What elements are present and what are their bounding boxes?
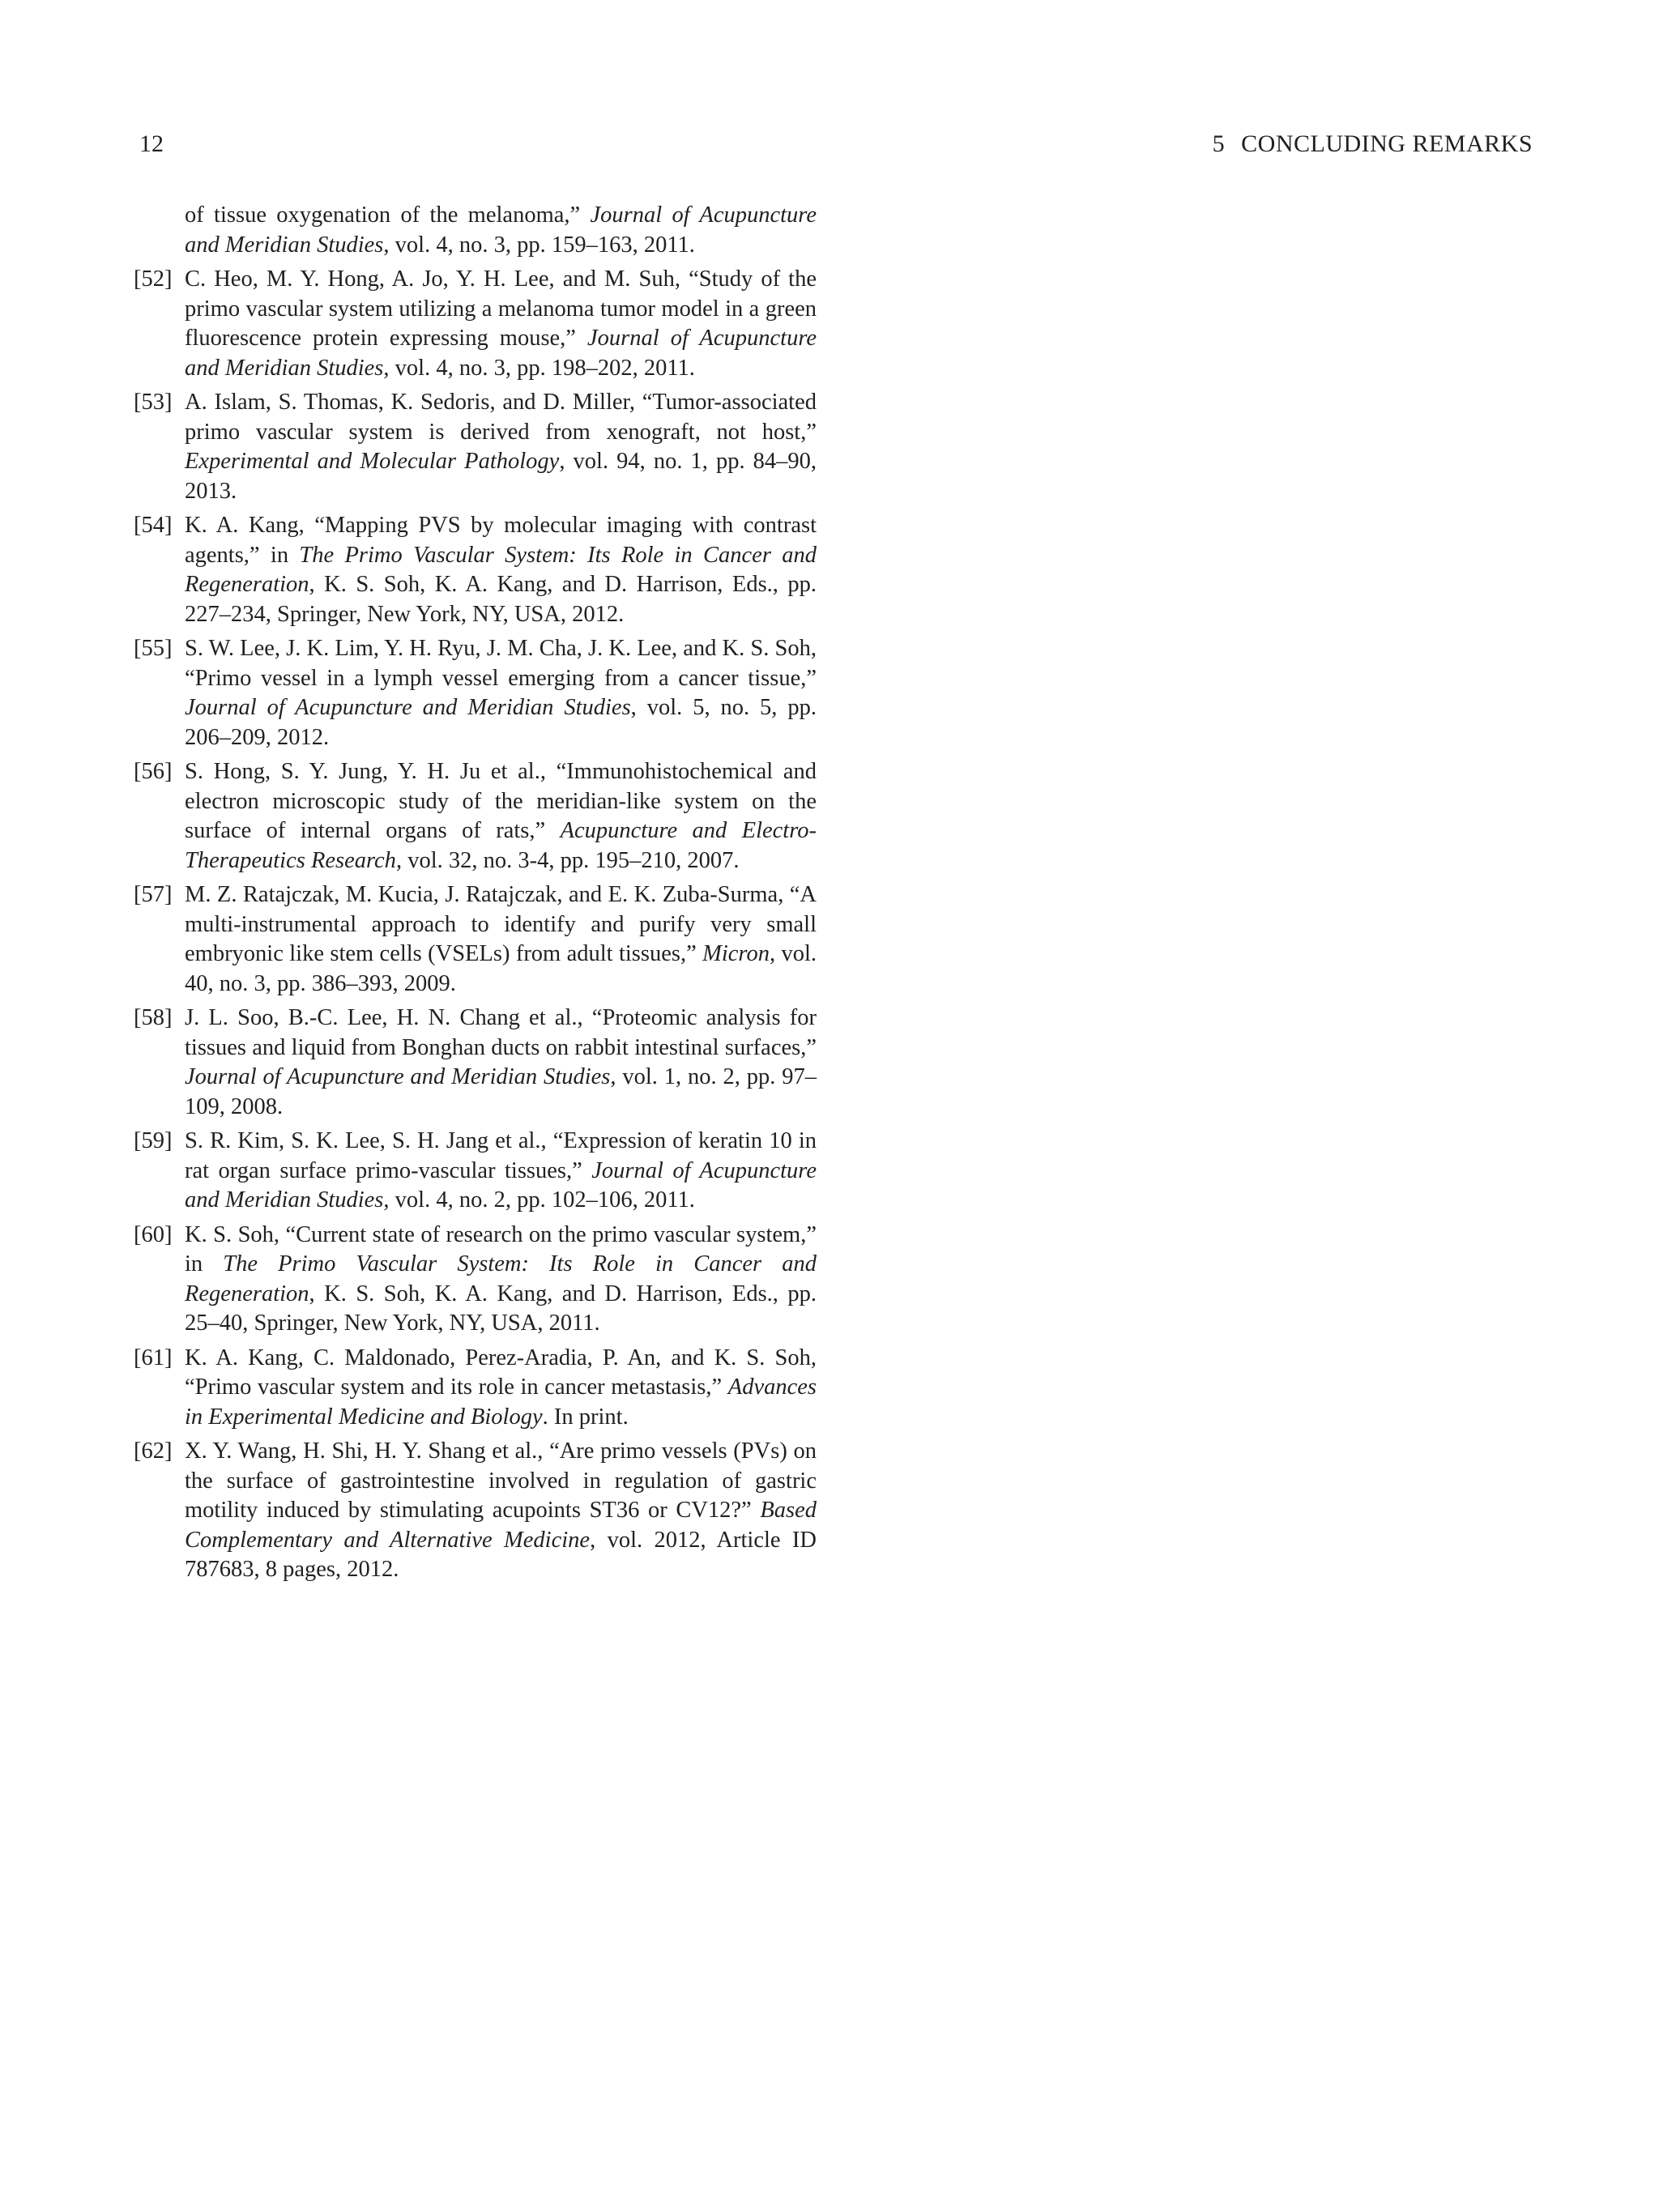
- reference-source-title: Based Complementary and Alternative Medicine: [185, 1498, 817, 1553]
- reference-label: [54]: [134, 513, 173, 538]
- reference-text-segment: of tissue oxygenation of the melanoma,”: [185, 202, 591, 228]
- reference-text-segment: , vol. 2012, Article ID 787683, 8 pages, 2012.: [185, 1527, 817, 1582]
- running-head: [1213, 128, 1533, 160]
- reference-text-segment: S. W. Lee, J. K. Lim, Y. H. Ryu, J. M. Cha, J. K. Lee, and K. S. Soh, “Primo vessel in a lymph vessel emerging from a cancer tissue,”: [185, 636, 817, 691]
- reference-continuation: [134, 201, 817, 260]
- reference-entry: [134, 388, 817, 506]
- reference-text-segment: , K. S. Soh, K. A. Kang, and D. Harrison, Eds., pp. 227–234, Springer, New York, NY, USA, 2012.: [185, 572, 817, 627]
- section-number: 5: [1212, 130, 1226, 157]
- reference-label: [58]: [134, 1005, 173, 1030]
- reference-entry: [134, 757, 817, 876]
- reference-text: [185, 1004, 817, 1122]
- reference-entry: [134, 1004, 817, 1122]
- reference-text-segment: S. Hong, S. Y. Jung, Y. H. Ju et al., “Immunohistochemical and electron microscopic study of the meridian-like system on the surface of internal organs of rats,”: [185, 759, 817, 843]
- reference-list: [134, 201, 817, 1590]
- reference-label: [62]: [134, 1438, 173, 1464]
- reference-source-title: Journal of Acupuncture and Meridian Studies: [185, 695, 631, 720]
- reference-text-segment: , vol. 4, no. 3, pp. 159–163, 2011.: [383, 232, 695, 258]
- reference-text-segment: , vol. 4, no. 3, pp. 198–202, 2011.: [383, 355, 695, 381]
- reference-label: [56]: [134, 759, 173, 784]
- reference-source-title: Journal of Acupuncture and Meridian Studies: [185, 1064, 611, 1089]
- reference-text: [185, 511, 817, 629]
- reference-text-segment: , K. S. Soh, K. A. Kang, and D. Harrison, Eds., pp. 25–40, Springer, New York, NY, USA, 2011.: [185, 1281, 817, 1336]
- reference-source-title: The Primo Vascular System: Its Role in Cancer and Regeneration: [185, 1251, 817, 1306]
- reference-text-segment: J. L. Soo, B.-C. Lee, H. N. Chang et al., “Proteomic analysis for tissues and liquid from Bonghan ducts on rabbit intestinal surfaces,”: [185, 1005, 817, 1060]
- reference-text: [185, 880, 817, 999]
- reference-text: [185, 1127, 817, 1216]
- reference-source-title: Micron: [702, 941, 770, 966]
- reference-source-title: Journal of Acupuncture and Meridian Studies: [185, 326, 817, 381]
- reference-text: [185, 1344, 817, 1433]
- reference-text-segment: S. R. Kim, S. K. Lee, S. H. Jang et al., “Expression of keratin 10 in rat organ surface primo-vascular tissues,”: [185, 1128, 817, 1183]
- reference-entry: [134, 1221, 817, 1339]
- reference-entry: [134, 265, 817, 383]
- reference-text-segment: K. A. Kang, “Mapping PVS by molecular imaging with contrast agents,” in: [185, 513, 817, 568]
- reference-label: [55]: [134, 636, 173, 661]
- reference-label: [53]: [134, 390, 173, 415]
- reference-label: [61]: [134, 1345, 173, 1370]
- reference-text-segment: , vol. 5, no. 5, pp. 206–209, 2012.: [185, 695, 817, 750]
- section-title: CONCLUDING REMARKS: [1241, 130, 1533, 157]
- reference-source-title: Advances in Experimental Medicine and Biology: [185, 1375, 817, 1430]
- page-number: 12: [139, 130, 164, 157]
- reference-entry: [134, 1437, 817, 1585]
- reference-text-segment: X. Y. Wang, H. Shi, H. Y. Shang et al., “Are primo vessels (PVs) on the surface of gastrointestine involved in regulation of gastric motility induced by stimulating acupoints ST36 or CV12?”: [185, 1438, 817, 1523]
- reference-source-title: The Primo Vascular System: Its Role in Cancer and Regeneration: [185, 542, 817, 597]
- reference-text-segment: , vol. 4, no. 2, pp. 102–106, 2011.: [383, 1187, 695, 1213]
- reference-label: [52]: [134, 266, 173, 292]
- reference-label: [60]: [134, 1221, 173, 1247]
- reference-text: [185, 1221, 817, 1339]
- reference-label: [57]: [134, 882, 173, 907]
- reference-entry: [134, 880, 817, 999]
- reference-text: [185, 388, 817, 506]
- reference-text: [185, 634, 817, 752]
- reference-text: [185, 265, 817, 383]
- reference-text-segment: M. Z. Ratajczak, M. Kucia, J. Ratajczak, and E. K. Zuba-Surma, “A multi-instrumental approach to identify and purify very small embryonic like stem cells (VSELs) from adult tissues,”: [185, 882, 817, 966]
- reference-text-segment: , vol. 1, no. 2, pp. 97–109, 2008.: [185, 1064, 817, 1119]
- reference-text-segment: , vol. 94, no. 1, pp. 84–90, 2013.: [185, 449, 817, 504]
- reference-text-segment: , vol. 40, no. 3, pp. 386–393, 2009.: [185, 941, 817, 996]
- reference-entry: [134, 634, 817, 752]
- reference-source-title: Acupuncture and Electro-Therapeutics Research: [185, 818, 817, 873]
- reference-text-segment: . In print.: [542, 1404, 629, 1430]
- reference-text-segment: , vol. 32, no. 3-4, pp. 195–210, 2007.: [395, 847, 740, 873]
- reference-source-title: Journal of Acupuncture and Meridian Studies: [185, 202, 817, 258]
- reference-text: [185, 757, 817, 876]
- reference-entry: [134, 1344, 817, 1433]
- reference-entry: [134, 511, 817, 629]
- reference-source-title: Experimental and Molecular Pathology: [185, 449, 560, 474]
- reference-text-segment: A. Islam, S. Thomas, K. Sedoris, and D. Miller, “Tumor-associated primo vascular system is derived from xenograft, not host,”: [185, 390, 817, 445]
- reference-text-segment: K. A. Kang, C. Maldonado, Perez-Aradia, P. An, and K. S. Soh, “Primo vascular system and its role in cancer metastasis,”: [185, 1345, 817, 1400]
- reference-label: [59]: [134, 1128, 173, 1153]
- reference-text: [185, 1437, 817, 1585]
- reference-source-title: Journal of Acupuncture and Meridian Studies: [185, 1157, 817, 1213]
- reference-text-segment: C. Heo, M. Y. Hong, A. Jo, Y. H. Lee, and M. Suh, “Study of the primo vascular system utilizing a melanoma tumor model in a green fluorescence protein expressing mouse,”: [185, 266, 817, 351]
- reference-text: [185, 201, 817, 260]
- reference-entry: [134, 1127, 817, 1216]
- reference-text-segment: K. S. Soh, “Current state of research on the primo vascular system,” in: [185, 1221, 817, 1276]
